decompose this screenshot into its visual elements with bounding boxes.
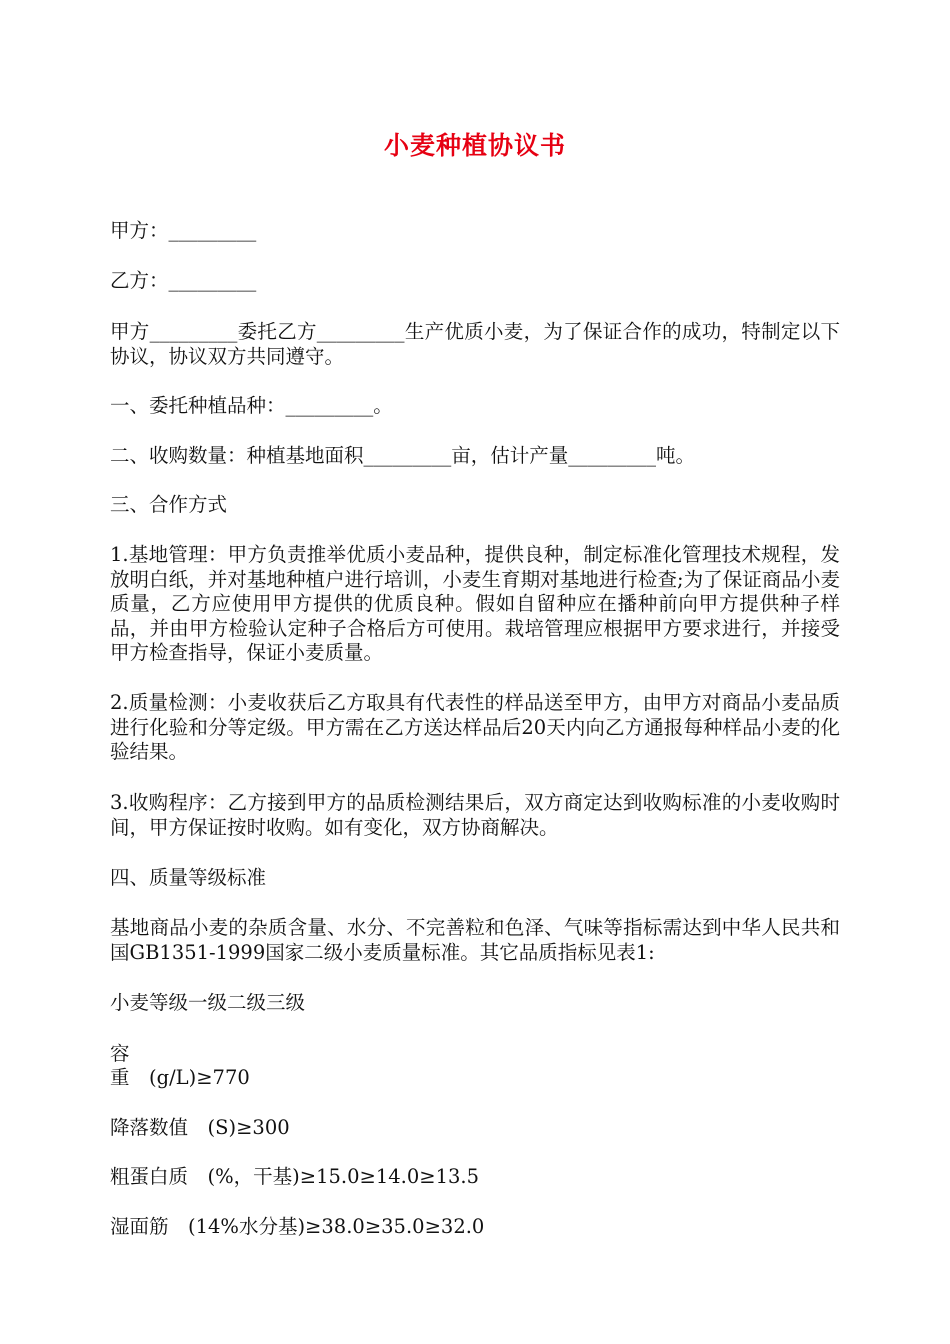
item-3-purchase-procedure: 3.收购程序：乙方接到甲方的品质检测结果后，双方商定达到收购标准的小麦收购时间，甲方保证按时收购。如有变化，双方协商解决。 [110, 791, 840, 839]
section-4-heading: 四、质量等级标准 [110, 866, 267, 889]
standard-paragraph: 基地商品小麦的杂质含量、水分、不完善粒和色泽、气味等指标需达到中华人民共和国GB1351-1999国家二级小麦质量标准。其它品质指标见表1: [110, 916, 840, 964]
row-crude-protein: 粗蛋白质 (%，干基)≥15.0≥14.0≥13.5 [110, 1165, 480, 1188]
row-density-label: 容 [110, 1042, 130, 1065]
section-1-variety: 一、委托种植品种：_________。 [110, 394, 393, 417]
party-a-line: 甲方：_________ [110, 219, 257, 242]
row-wet-gluten: 湿面筋 (14%水分基)≥38.0≥35.0≥32.0 [110, 1215, 485, 1238]
item-1-base-management: 1.基地管理：甲方负责推举优质小麦品种，提供良种，制定标准化管理技术规程，发放明白纸，并对基地种植户进行培训，小麦生育期对基地进行检查;为了保证商品小麦质量，乙方应使用甲方提供的优质良种。假如自留种应在播种前向甲方提供种子样品，并由甲方检验认定种子合格后方可使用。栽培管理应根据甲方要求进行，并接受甲方检查指导，保证小麦质量。 [110, 543, 840, 664]
party-b-line: 乙方：_________ [110, 269, 257, 292]
row-falling-number: 降落数值 (S)≥300 [110, 1116, 290, 1139]
section-3-heading: 三、合作方式 [110, 493, 228, 516]
intro-paragraph: 甲方_________委托乙方_________生产优质小麦，为了保证合作的成功，特制定以下协议，协议双方共同遵守。 [110, 320, 840, 368]
grade-table-header: 小麦等级一级二级三级 [110, 991, 306, 1014]
item-2-quality-testing: 2.质量检测：小麦收获后乙方取具有代表性的样品送至甲方，由甲方对商品小麦品质进行化验和分等定级。甲方需在乙方送达样品后20天内向乙方通报每种样品小麦的化验结果。 [110, 691, 840, 763]
document-title: 小麦种植协议书 [383, 131, 566, 160]
row-density-value: 重 (g/L)≥770 [110, 1066, 250, 1089]
section-2-quantity: 二、收购数量：种植基地面积_________亩，估计产量_________吨。 [110, 444, 696, 467]
